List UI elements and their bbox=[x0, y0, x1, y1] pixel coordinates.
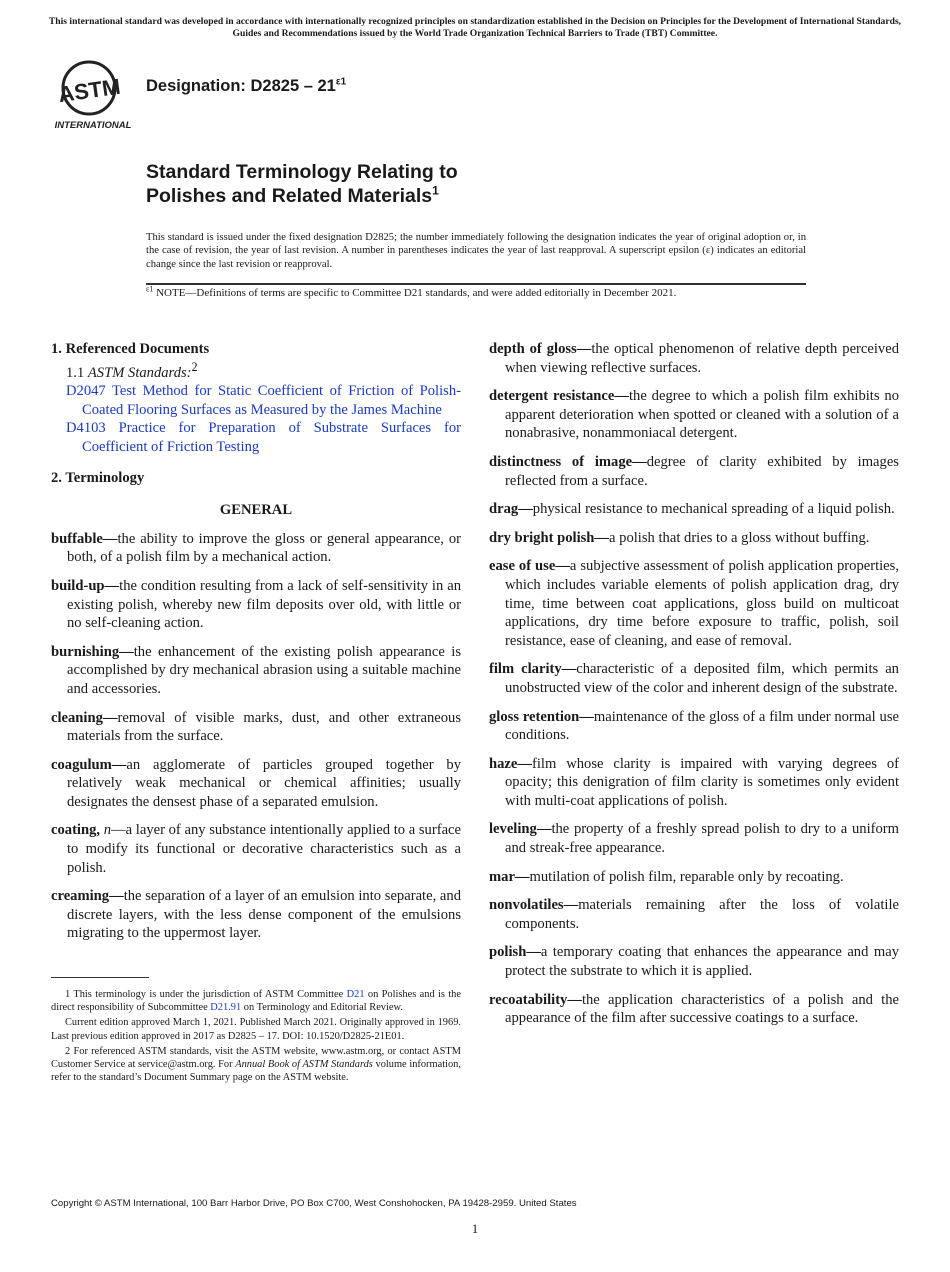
footnote-divider bbox=[51, 977, 149, 978]
term-entry: detergent resistance—the degree to which a polish film exhibits no apparent deterioration when spotted or cleaned with a solution of a nonabrasive, nonammoniacal detergent. bbox=[489, 388, 900, 442]
footnotes bbox=[51, 988, 461, 1086]
term-entry: dry bright polish—a polish that dries to a gloss without buffing. bbox=[489, 529, 870, 546]
term-entry: mar—mutilation of polish film, reparable only by recoating. bbox=[489, 868, 844, 885]
term-entry: recoatability—the application characteristics of a polish and the appearance of the film after successive coatings to a surface. bbox=[489, 991, 899, 1027]
footnote-2: 2 For referenced ASTM standards, visit the ASTM website, www.astm.org, or contact ASTM Customer Service at service@astm.org. For Annual Book of ASTM Standards volume information, refer to the standard’s Document Summary page on the ASTM website. bbox=[51, 1045, 461, 1084]
term-entry: buffable—the ability to improve the gloss or general appearance, or both, of a polish film by a mechanical action. bbox=[51, 530, 461, 566]
term-entry: depth of gloss—the optical phenomenon of relative depth perceived when viewing reflective surfaces. bbox=[489, 341, 899, 376]
astm-standards-label: 1.1 ASTM Standards:$^2$ bbox=[66, 359, 198, 381]
general-subheading: GENERAL bbox=[219, 502, 293, 519]
reference-item[interactable]: D2047 Test Method for Static Coefficient of Friction of Polish-Coated Flooring Surfaces as Measured by the James Machine bbox=[66, 383, 461, 418]
left-column bbox=[51, 340, 461, 953]
copyright: Copyright © ASTM International, 100 Barr Harbor Drive, PO Box C700, West Conshohocken, PA 19428-2959. United States bbox=[51, 1198, 577, 1209]
right-column bbox=[489, 340, 899, 1038]
term-entry: film clarity—characteristic of a deposited film, which permits an unobstructed view of the color and inherent design of the substrate. bbox=[489, 661, 899, 696]
term-entry: haze—film whose clarity is impaired with varying degrees of opacity; this denigration of film clarity is sometimes only evident with multi-coat applications of polish. bbox=[489, 755, 899, 809]
term-entry: coating, n—a layer of any substance intentionally applied to a surface to modify its functional or decorative characteristics such as a polish. bbox=[51, 822, 462, 876]
issuance-statement: This standard is issued under the fixed designation D2825; the number immediately following the designation indicates the year of original adoption or, in the case of revision, the year of last revision. A number in parentheses indicates the year of last reapproval. A superscript epsilon (ε) indicates an editorial change since the last revision or reapproval. bbox=[146, 232, 806, 270]
term-entry: creaming—the separation of a layer of an emulsion into separate, and discrete layers, with the less dense component of the emulsions migrating to the uppermost layer. bbox=[51, 888, 461, 942]
footnote-1: 1 This terminology is under the jurisdiction of ASTM Committee D21 on Polishes and is the direct responsibility of Subcommittee D21.91 on Terminology and Editorial Review. bbox=[51, 989, 461, 1014]
term-entry: leveling—the property of a freshly spread polish to dry to a uniform and streak-free appearance. bbox=[489, 821, 899, 857]
note-divider bbox=[146, 283, 806, 285]
designation: Designation: $D2825 - 21^{\varepsilon 1}$ bbox=[146, 76, 347, 95]
term-entry: polish—a temporary coating that enhances the appearance and may protect the substrate to which it is applied. bbox=[489, 944, 899, 980]
term-entry: coagulum—an agglomerate of particles grouped together by relatively weak mechanical or chemical affinities; usually designates the densest phase of a separated emulsion. bbox=[51, 756, 461, 810]
logo-text: ASTM bbox=[56, 73, 122, 108]
tbt-banner: This international standard was developed in accordance with internationally recognized principles on standardization established in the Decision on Principles for the Development of International Standards, Guides and Recommendations issued by the World Trade Organization Technical Barriers to Trade (TBT) Committee. bbox=[48, 16, 902, 39]
section-2-heading: 2. Terminology bbox=[51, 469, 145, 486]
section-1-heading: 1. Referenced Documents bbox=[51, 341, 210, 357]
term-entry: drag—physical resistance to mechanical spreading of a liquid polish. bbox=[489, 501, 895, 518]
term-entry: ease of use—a subjective assessment of polish application properties, which includes variable elements of polish application drag, dry time, time between coat applications, gloss build on multicoat applications, dry time before exposure to traffic, polish, soil resistance, ease of cleaning, and ease of removal. bbox=[489, 558, 899, 649]
reference-item[interactable]: D4103 Practice for Preparation of Substrate Surfaces for Coefficient of Friction Testing bbox=[66, 420, 461, 455]
logo-sub: INTERNATIONAL bbox=[54, 120, 132, 131]
term-entry: distinctness of image—degree of clarity exhibited by images reflected from a surface. bbox=[489, 453, 899, 489]
editorial-note: $^{\varepsilon 1}$ NOTE—Definitions of terms are specific to Committee D21 standards, and were added editorially in December 2021. bbox=[146, 284, 677, 299]
term-entry: burnishing—the enhancement of the existing polish appearance is accomplished by dry mechanical abrasion using a suitable machine and accessories. bbox=[51, 643, 461, 697]
page-title: Standard Terminology Relating to Polishes and Related Materials$^1$ bbox=[146, 161, 458, 207]
page-number: 1 bbox=[471, 1221, 479, 1236]
subcommittee-link[interactable]: D21.91 bbox=[210, 1002, 242, 1014]
term-entry: nonvolatiles—materials remaining after the loss of volatile components. bbox=[489, 897, 899, 932]
term-entry: gloss retention—maintenance of the gloss of a film under normal use conditions. bbox=[489, 708, 899, 744]
term-entry: build-up—the condition resulting from a lack of self-sensitivity in an existing polish, whereby new film deposits over old, with little or no self-cleaning action. bbox=[51, 577, 461, 632]
footnote-edition: Current edition approved March 1, 2021. Published March 2021. Originally approved in 1969. Last previous edition approved in 2017 as D2825 – 17. DOI: 10.1520/D2825-21E01. bbox=[51, 1017, 461, 1042]
astm-logo bbox=[52, 58, 134, 132]
committee-link[interactable]: D21 bbox=[346, 989, 365, 1000]
term-entry: cleaning—removal of visible marks, dust, and other extraneous materials from the surface. bbox=[51, 709, 461, 745]
